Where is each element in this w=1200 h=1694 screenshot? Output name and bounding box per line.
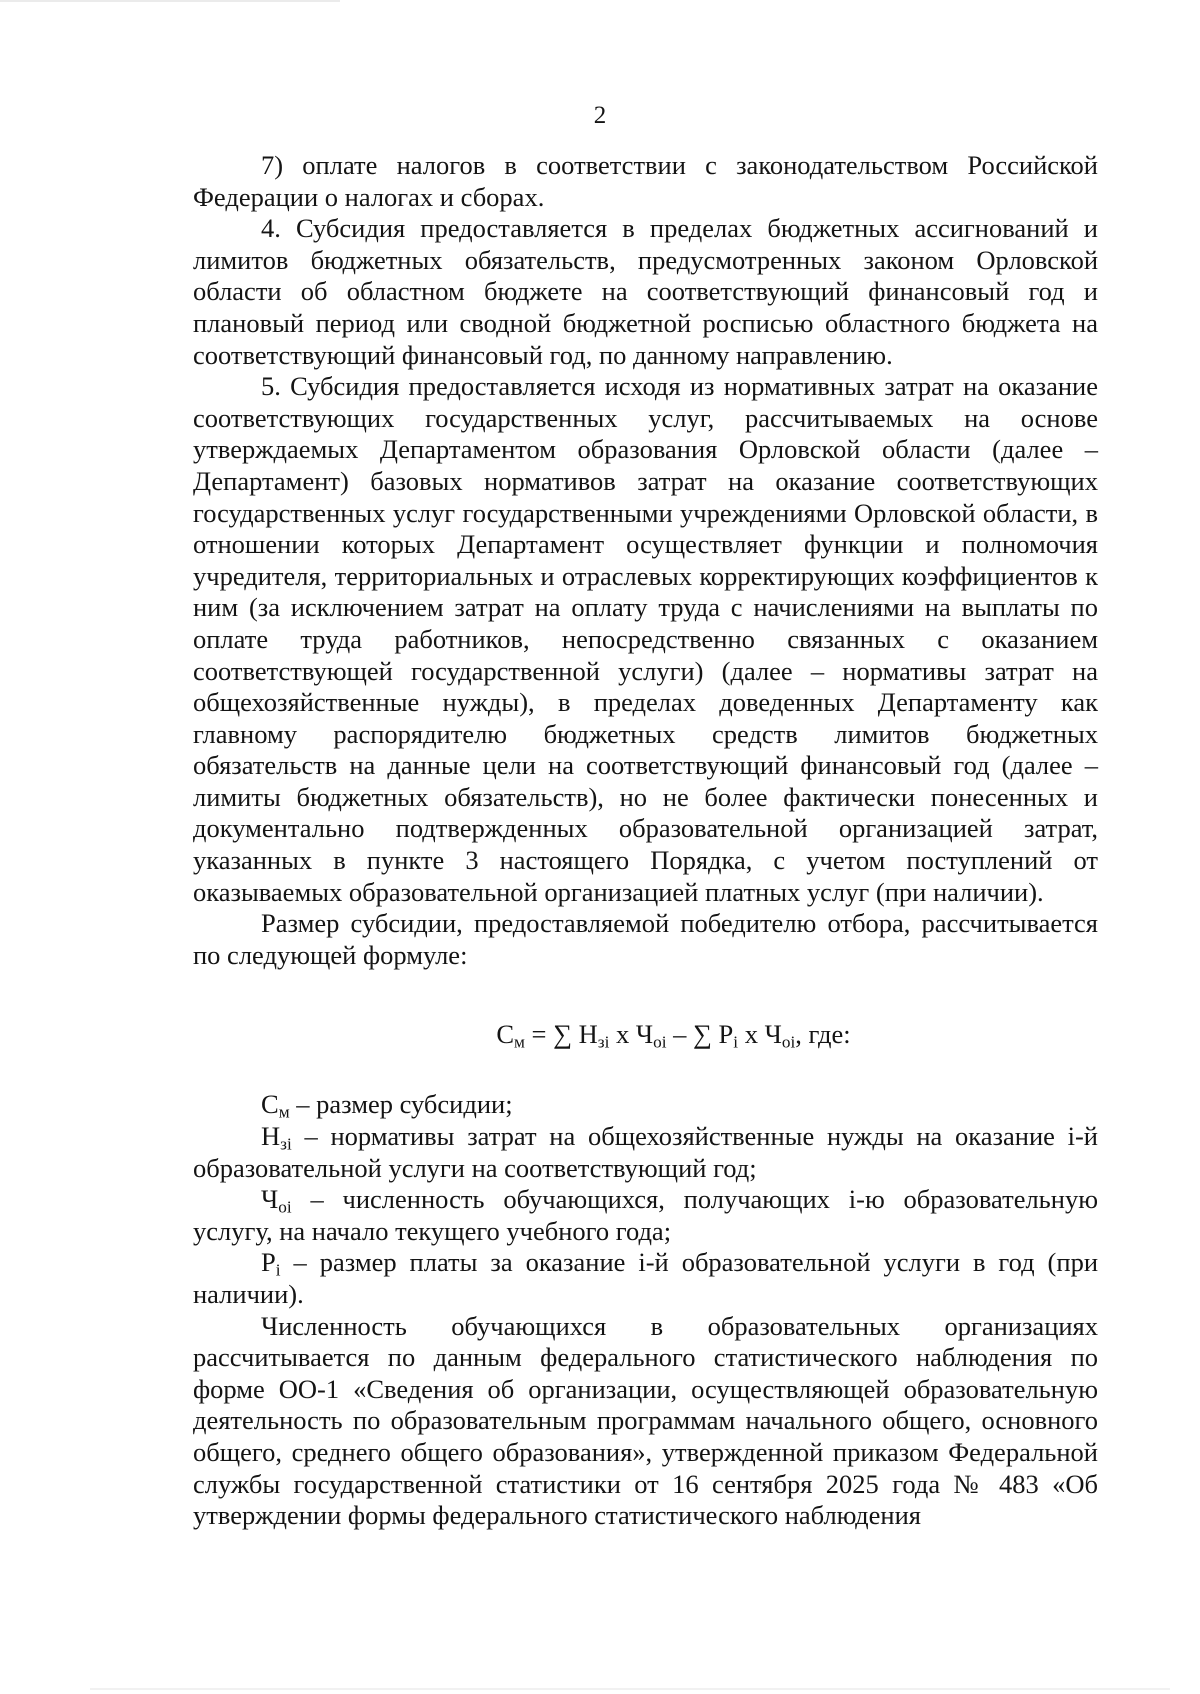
definition-symbol: Ч (261, 1184, 279, 1215)
formula-symbol-ch-1: Ч (635, 1019, 654, 1050)
definition-text: – размер платы за оказание i-й образовательной услуги в год (при наличии). (193, 1247, 1098, 1309)
formula-subscript-c: м (514, 1032, 525, 1052)
formula-equals-sum: = ∑ (524, 1019, 579, 1050)
page-number: 2 (593, 102, 607, 129)
definition-symbol: С (261, 1089, 279, 1120)
paragraph-clause-4: 4. Субсидия предоставляется в пределах бюджетных ассигнований и лимитов бюджетных обязательств, предусмотренных законом Орловской области об областном бюджете на соответствующий финансовый год и плановый период или сводной бюджетной росписью областного бюджета на соответствующий финансовый год, по данному направлению. (193, 213, 1098, 370)
subsidy-formula (193, 1017, 1098, 1051)
definition-n (193, 1121, 1098, 1184)
paragraph-student-count: Численность обучающихся в образовательных организациях рассчитывается по данным федерального статистического наблюдения по форме ОО-1 «Сведения об организации, осуществляющей образовательную деятельность по образовательным программам начального общего, основного общего, среднего общего образования», утвержденной приказом Федеральной службы государственной статистики от 16 сентября 2025 года № 483 «Об утверждении формы федерального статистического наблюдения (193, 1310, 1098, 1531)
definition-symbol: Н (261, 1121, 281, 1152)
definition-symbol: Р (261, 1247, 276, 1278)
definition-subscript: оi (278, 1197, 292, 1217)
definition-text: – размер субсидии; (289, 1089, 513, 1120)
document-body (193, 150, 1098, 1532)
definition-p (193, 1247, 1098, 1310)
formula-symbol-c: С (496, 1019, 515, 1050)
formula-subscript-p: i (733, 1032, 739, 1052)
definition-text: – численность обучающихся, получающих i-ю образовательную услугу, на начало текущего учебного года; (193, 1184, 1098, 1246)
formula-symbol-p: Р (718, 1019, 734, 1050)
formula-tail: , где: (795, 1019, 851, 1050)
definition-text: – нормативы затрат на общехозяйственные нужды на оказание i-й образовательной услуги на соответствующий год; (193, 1121, 1098, 1183)
definition-subscript: зi (280, 1134, 292, 1154)
formula-subscript-n: зi (597, 1032, 610, 1052)
definition-subscript: м (278, 1102, 290, 1122)
scan-noise-top (0, 0, 340, 2)
definition-ch (193, 1184, 1098, 1247)
formula-symbol-ch-2: Ч (764, 1019, 782, 1050)
formula-multiply-1: x (609, 1019, 636, 1050)
paragraph-formula-intro: Размер субсидии, предоставляемой победителю отбора, рассчитывается по следующей формуле: (193, 908, 1098, 970)
definition-c (193, 1089, 1098, 1121)
formula-subscript-ch-1: оi (653, 1032, 667, 1052)
definition-subscript: i (275, 1260, 281, 1280)
formula-minus-sum: – ∑ (666, 1019, 719, 1050)
scan-noise-bottom (90, 1688, 1170, 1690)
paragraph-item-7: 7) оплате налогов в соответствии с законодательством Российской Федерации о налогах и сборах. (193, 150, 1098, 212)
formula-symbol-n: Н (578, 1019, 598, 1050)
formula-multiply-2: x (738, 1019, 765, 1050)
paragraph-clause-5: 5. Субсидия предоставляется исходя из нормативных затрат на оказание соответствующих государственных услуг, рассчитываемых на основе утверждаемых Департаментом образования Орловской области (далее – Департамент) базовых нормативов затрат на оказание соответствующих государственных услуг государственными учреждениями Орловской области, в отношении которых Департамент осуществляет функции и полномочия учредителя, территориальных и отраслевых корректирующих коэффициентов к ним (за исключением затрат на оплату труда с начислениями на выплаты по оплате труда работников, непосредственно связанных с оказанием соответствующей государственной услуги) (далее – нормативы затрат на общехозяйственные нужды), в пределах доведенных Департаменту как главному распорядителю бюджетных средств лимитов бюджетных обязательств на данные цели на соответствующий финансовый год (далее – лимиты бюджетных обязательств), но не более фактически понесенных и документально подтвержденных образовательной организацией затрат, указанных в пункте 3 настоящего Порядка, с учетом поступлений от оказываемых образовательной организацией платных услуг (при наличии). (193, 371, 1098, 907)
formula-subscript-ch-2: оi (781, 1032, 796, 1052)
